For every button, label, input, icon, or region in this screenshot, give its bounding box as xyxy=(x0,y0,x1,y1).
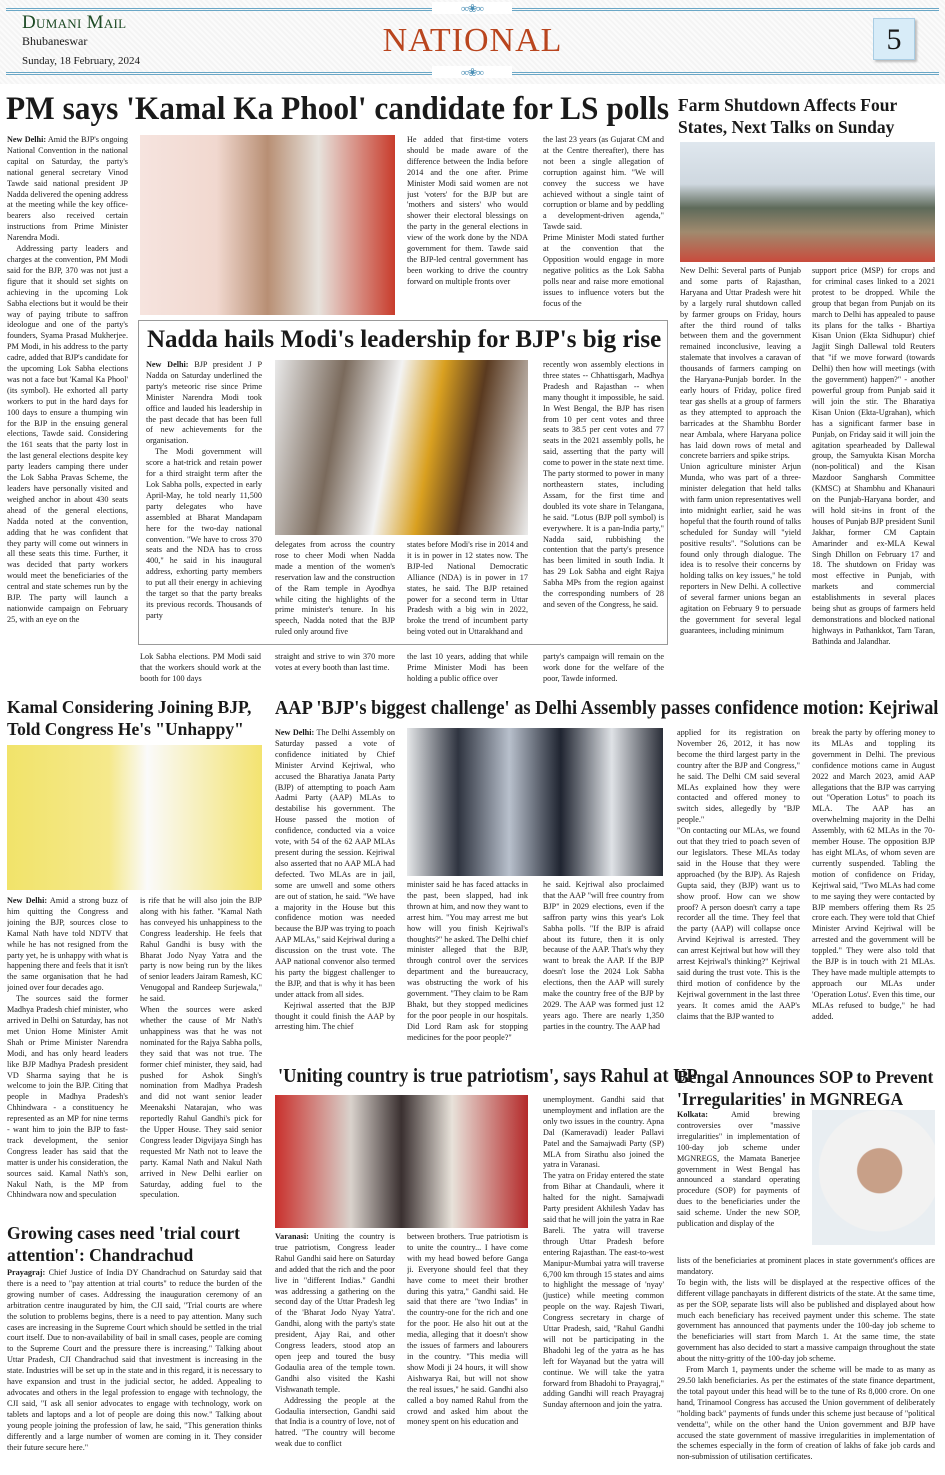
nadda-col-2: delegates from across the country rose to cheer Modi when Nadda made a mention of the women's reservation law and the construction of the Ram temple in Ayodhya while citing the highlights of the prime minister's tenure. In his speech, Nadda noted that the BJP ruled only around five xyxy=(275,540,395,637)
bengal-col-1: Kolkata: Amid brewing controversies over "massive irregularities" in implementation of 100-day job scheme under MGNREGS, the Mamata Banerjee government in West Bengal has announced a standard operating procedure (SOP) for payments of dues to the beneficiaries under the said scheme. Under the new SOP, publication and display of the xyxy=(677,1110,800,1229)
lead-cont-4: party's campaign will remain on the work done for the welfare of the poor, Tawde informed. xyxy=(543,652,664,683)
farm-col-1: New Delhi: Several parts of Punjab and some parts of Rajasthan, Haryana and Uttar Pradesh were hit by a largely rural shutdown called by farmer groups on Friday, hours after the third round of talks between them and the government remained inconclusive, leaving a stalemate that involves a caravan of thousands of farmers camping on the Haryana-Punjab border. In the early hours of Friday, police fired tear gas shells at a group of farmers as they attempted to approach the barricades at the Shambhu Border near Ambala, where Haryana police has laid down rows of metal and concrete barriers and spike strips. Union agriculture minister Arjun Munda, who was part of a three-minister delegation that held talks with farm union representatives well into midnight earlier, said he was hopeful that the fourth round of talks scheduled for Sunday will "yield positive results". "Solutions can be found only through dialogue. The idea is to resolve their concerns by holding talks on key issues," he told reporters in New Delhi. A collective of several farmer unions began an agitation on February 9 to persuade the government for several legal guarantees, including minimum xyxy=(680,266,801,635)
lead-col-1: New Delhi: Amid the BJP's ongoing National Convention in the national capital on Saturday, the party's national general secretary Vinod Tawde said national president JP Nadda delivered the opening address at the meeting while the key office-bearers also received certain instructions from Prime Minister Narendra Modi. Addressing party leaders and charges at the convention, PM Modi said for the BJP, 370 was not just a figure that it should set sights on achieving in the upcoming Lok Sabha elections but it would be their way of paying tribute to saffron ideologue and one of the party's founders, Syama Prasad Mukherjee. PM Modi, in his address to the party cadre, added that BJP's candidate for the upcoming Lok Sabha elections was not a face but 'Kamal Ka Phool' (its symbol). He exhorted all party workers to put in the hard days for 100 days to ensure a thumping win for the BJP in the ensuing general elections, Tawde said. Considering the 161 seats that the party lost in the last general elections despite key party leaders camping there under the Lok Sabha Pravas Scheme, the leaders have personally visited and weighed anchor in about 430 seats ahead of the general elections, Nadda noted at the convention, adding that he was confident that they party will come out winners in all these seats this time. Further, it was decided that party workers would meet the beneficiaries of the central and state schemes run by the BJP. The party will launch a nationwide campaign on February 25, with an eye on the xyxy=(7,135,128,624)
farm-headline: Farm Shutdown Affects Four States, Next Talks on Sunday xyxy=(678,95,897,137)
bengal-col-2: lists of the beneficiaries at prominent places in state government's offices are mandatory. To begin with, the lists will be displayed at the respective offices of the different village panchayats in different districts of the state. At the same time, as per the SOP, separate lists will also be published and displayed about how much each beneficiary has received payment under this scheme. The state government has announced that payments under the 100-day job scheme to the beneficiaries will start from March 1. At the same time, the state government has also decided to start a massive campaign throughout the state about the nitty-gritty of the 100-day job scheme. From March 1, payments under the scheme will be made to as many as 29.50 lakh beneficiaries. As per the estimates of the state finance department, the total payout under this head will be to the tune of Rs 8,000 crore. On one hand, Trinamool Congress has accused the Union government of deliberately "holding back" payments of funds under this scheme just because of "political vendetta", while on the other hand the Union government and BJP have accused the state government of massive irregularities in implementation of the schemes especially in the form of creation of lakhs of fake job cards and non-submission of utilisation certificates. xyxy=(677,1256,935,1462)
court-col-1: Prayagraj: Chief Justice of India DY Chandrachud on Saturday said that there is a need to "pay attention at trial courts" to reduce the burden of the growing number of cases. Addressing the inauguration ceremony of an arbitration centre inaugurated by him, the CJI said, "Trial courts are where the solution to problems begins, there is a need to pay attention. Many such cases are increasing in the Supreme Court which should be settled in the trial court itself. Due to non-availability of bail in small cases, people are coming to the Supreme Court and the pressure there is increasing." Talking about Uttar Pradesh, CJI Chandrachud said that investment is increasing in the state. Industries will be set up in the state and in this regard, it is necessary to have expansion and trust in the judicial sector, he added. Appealing to advocates and others in the legal profession to engage with technology, the CJI said, "I ask all senior advocates to engage with technology, work on tablets and laptops and a lot of people are doing this now." Talking about young people joining the profession of law, he said, "This generation thinks differently and a large number of women are coming in it. They consider their future secure here." xyxy=(7,1268,262,1452)
mamata-banerjee-photo xyxy=(812,1110,935,1245)
rahul-col-3: unemployment. Gandhi said that unemployment and inflation are the only two issues in the country. Apna Dal (Kameravadi) leader Pallavi Patel and the Samajwadi Party (SP) MLA from Sirathu also joined the yatra in Varanasi. The yatra on Friday entered the state from Bihar at Chandauli, where it halted for the night. Samajwadi Party president Akhilesh Yadav has said that he will join the yatra in Rae Bareli. The yatra will traverse through Uttar Pradesh before entering Rajasthan. The east-to-west Manipur-Mumbai yatra will traverse 6,700 km through 15 states and aims to highlight the message of 'nyay' (justice) while meeting common people on the way. Rajesh Tiwari, Congress secretary in charge of Uttar Pradesh, said, "Rahul Gandhi will not be participating in the Bhadohi leg of the yatra as he has left for Wayanad but the yatra will continue. We will take the yatra forward from Bhadohi to Prayagraj," adding Gandhi will reach Prayagraj Sunday afternoon and join the yatra. xyxy=(543,1095,664,1410)
court-headline: Growing cases need 'trial court attention': Chandrachud xyxy=(7,1223,240,1265)
aap-headline: AAP 'BJP's biggest challenge' as Delhi Assembly passes confidence motion: Kejriwal xyxy=(275,697,939,719)
nadda-col-4: recently won assembly elections in three states -- Chhattisgarh, Madhya Pradesh and Rajasthan -- when many thought it impossible, he said. In West Bengal, the BJP has risen from 10 per cent votes and three seats to 38.5 per cent votes and 77 seats in the 2021 assembly polls, he said, asserting that the party will come to power in the state next time. The party stormed to power in many northeastern states, including Assam, for the first time and doubled its vote share in Telangana, he said. "Lotus (BJP poll symbol) is everywhere. It is a pan-India party," Nadda said, rubbishing the contention that the party's presence has been limited in south India. It has 29 Lok Sabha and eight Rajya Sabha MPs from the region against the corresponding numbers of 28 and seven of the Congress, he said. xyxy=(543,360,664,609)
lead-cont-1: Lok Sabha elections. PM Modi said that the workers should work at the booth for 100 days xyxy=(140,652,261,683)
lead-col-3: the last 23 years (as Gujarat CM and at the Centre thereafter), there has not been a single allegation of corruption against him. "We will convey the success we have achieved without a single taint of corruption or blame and by peddling a development-driven agenda," Tawde said. Prime Minister Modi stated further at the convention that the Opposition would engage in more negative politics as the Lok Sabha polls near and raise more emotional issues to influence voters but the focus of the xyxy=(543,135,664,308)
rahul-gandhi-photo xyxy=(275,1095,528,1228)
aap-col-3: he said. Kejriwal also proclaimed that the AAP "will free country from BJP" in 2029 elections, even if the saffron party wins this year's Lok Sabha polls. "If the BJP is afraid about its future, then it is only because of the AAP. That's why they want to break the AAP. If the BJP doesn't lose the 2024 Lok Sabha elections, then the AAP will surely make the country free of the BJP by 2029. The AAP was formed just 12 years ago. There are nearly 1,350 parties in the country. The AAP had xyxy=(543,880,664,1031)
lead-headline: PM says 'Kamal Ka Phool' candidate for LS polls xyxy=(6,91,670,127)
aap-col-2: minister said he has faced attacks in the past, been slapped, had ink thrown at him, and now they want to arrest him. "You may arrest me but how will you finish Kejriwal's thoughts?" he asked. The Delhi chief minister alleged that the BJP, through control over the services department and the bureaucracy, was obstructing the work of his government. "They claim to be Ram Bhakt, but they stopped medicines for the poor people in our hospitals. Did Lord Ram ask for stopping medicines for the poor people?" xyxy=(407,880,528,1042)
lead-cont-3: the last 10 years, adding that while Prime Minister Modi has been holding a public office over xyxy=(407,652,528,683)
section-title: NATIONAL xyxy=(382,22,563,59)
kamal-col-2: is rife that he will also join the BJP along with his father. "Kamal Nath has conveyed his unhappiness to the Congress leadership. He feels that Rahul Gandhi is busy with the Bharat Jodo Nyay Yatra and the party is now being run by the likes of senior leaders Jairam Ramesh, KC Venugopal and Randeep Surjewala," he said. When the sources were asked whether the cause of Mr Nath's unhappiness was that he was not nominated for the Rajya Sabha polls, they said that was not true. The former chief minister, they said, had pushed for Ashok Singh's nomination from Madhya Pradesh and did not want senior leader Meenakshi Natarajan, who was reportedly Rahul Gandhi's pick for the Upper House. They said senior Congress leader Digvijaya Singh has requested Mr Nath not to leave the party. Kamal Nath and Nakul Nath arrived in New Delhi earlier on Saturday, adding fuel to the speculation. xyxy=(140,896,262,1200)
farm-col-2: support price (MSP) for crops and for criminal cases linked to a 2021 protest to be dropped. While the group that began from Punjab on its march to Delhi has appealed to pause its plans for the talks - Bhartiya Kisan Union (Ekta Sidhupur) chief Jagjit Singh Dallewal told Reuters that "if we move forward (towards Delhi) then how will meetings (with the government) happen?" - another powerful group from Punjab said it will join the stir. The Bharatiya Kisan Union (Ekta-Ugrahan), which has a significant farmer base in Punjab, on Friday said it will join the agitation spearheaded by Dallewal group, the Samyukta Kisan Morcha (non-political) and the Kisan Mazdoor Sangharsh Committee (KMSC) at Shambhu and Khanauri on the Punjab-Haryana border, and will hold sit-ins in front of the houses of Punjab BJP president Sunil Jakhar, former CM Captain Amarinder and ex-MLA Kewal Singh Dhillon on February 17 and 18. The shutdown on Friday was most effective in Punjab, with markets and commercial establishments in several places being shut as groups of farmers held demonstrations and blocked national highways in Pathankkot, Tarn Taran, Bathinda and Jalandhar. xyxy=(812,266,935,646)
ornament-icon: ∞❀∞ xyxy=(432,2,512,14)
newspaper-name: Dumani Mail xyxy=(22,12,127,33)
farmers-protest-photo xyxy=(680,142,935,262)
rahul-col-2: between brothers. True patriotism is to unite the country... I have come with my head bowed before Ganga ji. Everyone should feel that they have come to meet their brother during this yatra," Gandhi said. He said that there are "two Indias" in the country-one for the rich and one for the poor. He also hit out at the media, alleging that it doesn't show the issues of farmers and labourers in the country. "This media will show Modi ji 24 hours, it will show Aishwarya Rai, but will not show the real issues," he said. Gandhi also called a boy named Rahul from the crowd and asked him about the money spent on his education and xyxy=(407,1232,528,1427)
kamal-nath-photo xyxy=(7,745,262,890)
modi-photo xyxy=(140,135,395,315)
edition-city: Bhubaneswar xyxy=(22,34,88,48)
lead-col-2: He added that first-time voters should be made aware of the difference between the India before 2014 and the one after. Prime Minister Modi said women are not just 'voters' for the BJP but are 'mothers and sisters' who would shower their electoral blessings on the party in the general elections in view of the work done by the NDA government for them. Tawde said the BJP-led central government has been working to drive the country forward on multiple fronts over xyxy=(407,135,528,286)
modi-nadda-photo xyxy=(275,360,528,535)
nadda-headline: Nadda hails Modi's leadership for BJP's big rise xyxy=(147,326,662,353)
lead-cont-2: straight and strive to win 370 more votes at every booth than last time. xyxy=(275,652,395,672)
aap-col-5: break the party by offering money to its MLAs and toppling its government in Delhi. The previous confidence motions came in August 2022 and March 2023, amid AAP allegations that the BJP was carrying out "Operation Lotus" to poach its MLA. The AAP has an overwhelming majority in the Delhi Assembly, with 62 MLAs in the 70-member House. The opposition BJP has eight MLAs, of whom seven are currently suspended. Tabling the motion of confidence on Friday, Kejriwal said, "Two MLAs had come to me saying they were contacted by BJP members offering them Rs 25 crore each. They were told that Chief Minister Arvind Kejriwal will be arrested and the government will be toppled." They were also told that the BJP is in touch with 21 MLAs. They have made multiple attempts to approach our MLAs under 'Operation Lotus'. Even this time, our MLAs refused to budge," he had added. xyxy=(812,728,935,1021)
kamal-headline: Kamal Considering Joining BJP, Told Congress He's "Unhappy" xyxy=(7,697,252,739)
aap-col-1: New Delhi: The Delhi Assembly on Saturday passed a vote of confidence initiated by Chief Minister Arvind Kejriwal, who accused the Bharatiya Janata Party (BJP) of attempting to poach Aam Aadmi Party (AAP) MLAs to destabilise his government. The House passed the motion of confidence, conducted via a voice vote, with 54 of the 62 AAP MLAs present during the session. Kejriwal also asserted that no AAP MLA had defected. Two MLAs are in jail, some are unwell and some others are out of station, he said. "We have a majority in the House but this confidence motion was needed because the BJP was trying to poach AAP MLAs," said Kejriwal during a discussion on the trust vote. The AAP national convenor also termed his party the biggest challenger to the BJP, and that is why it has been under attack from all sides. Kejriwal asserted that the BJP thought it could finish the AAP by arresting him. The chief xyxy=(275,728,395,1032)
edition-date: Sunday, 18 February, 2024 xyxy=(22,55,141,67)
nadda-col-3: states before Modi's rise in 2014 and it is in power in 12 states now. The BJP-led National Democratic Alliance (NDA) is in power in 17 states, he said. The BJP retained power for a second term in Uttar Pradesh with a big win in 2022, broke the trend of incumbent party being voted out in Uttarakhand and xyxy=(407,540,528,637)
rahul-col-1: Varanasi: Uniting the country is true patriotism, Congress leader Rahul Gandhi said here on Saturday and added that the rich and the poor live in "different Indias." Gandhi was addressing a gathering on the second day of the Uttar Pradesh leg of the 'Bharat Jodo Nyay Yatra'. Gandhi, along with the party's state president, Ajay Rai, and other Congress leaders, stood atop an open jeep and toured the busy Godaulia area of the temple town. Gandhi also visited the Kashi Vishwanath temple. Addressing the people at the Godaulia intersection, Gandhi said that India is a country of love, not of hatred. "The country will become weak due to conflict xyxy=(275,1232,395,1449)
ornament-icon: ∞❀∞ xyxy=(432,66,512,78)
nadda-col-1: New Delhi: BJP president J P Nadda on Saturday underlined the party's meteoric rise since Prime Minister Narendra Modi took office and lauded his leadership in the past decade that has been full of new achievements for the organisation. The Modi government will score a hat-trick and retain power for a third straight term after the Lok Sabha polls, expected in early April-May, he told nearly 11,500 party delegates who have assembled at Bharat Mandapam here for the two-day national convention. "We have to cross 370 seats and the NDA has to cross 400," he said in his inaugural address, exhorting party members to put all their energy in achieving the target so that the party breaks its previous records. Thousands of party xyxy=(146,360,262,620)
masthead xyxy=(0,0,945,84)
kamal-col-1: New Delhi: Amid a strong buzz of him quitting the Congress and joining the BJP, sources close to Kamal Nath have told NDTV that while he has not resigned from the party yet, he is unhappy with what is happening there and feels that it isn't the same organisation that he had joined over four decades ago. The sources said the former Madhya Pradesh chief minister, who arrived in Delhi on Saturday, has not met Union Home Minister Amit Shah or Prime Minister Narendra Modi, and has only heard leaders like BJP Madhya Pradesh president VD Sharma saying that he is welcome to join the BJP. Citing that people in Madhya Pradesh's Chhindwara - a constituency he represented as an MP for nine terms - want him to join the BJP to fast-track development, the senior Congress leader has said that the matter is under his consideration, the sources said. Kamal Nath's son, Nakul Nath, is the MP from Chhindwara now and speculation xyxy=(7,896,128,1200)
aap-col-4: applied for its registration on November 26, 2012, it has now become the third largest party in the country after the BJP and Congress," he said. The Delhi CM said several MLAs explained how they were contacted and offered money to switch sides, allegedly by "BJP people." "On contacting our MLAs, we found out that they tried to poach seven of our legislators. These MLAs today said in the House that they were approached (by the BJP). As Rajesh Gupta said, they (BJP) want us to show proof. How can we show proof? A person doesn't carry a tape recorder all the time. They feel that the party (AAP) will collapse once Arvind Kejriwal is arrested. They can arrest Kejriwal but how will they arrest Kejriwal's thinking?" Kejriwal said during the trust vote. This is the third motion of confidence by the Kejriwal government in the last three years. It comes amid the AAP's claims that the BJP wanted to xyxy=(677,728,800,1021)
bengal-headline: Bengal Announces SOP to Prevent 'Irregularities' in MGNREGA xyxy=(677,1067,934,1109)
rahul-headline: 'Uniting country is true patriotism', says Rahul at UP xyxy=(278,1065,698,1087)
kejriwal-photo xyxy=(407,728,663,876)
page-number: 5 xyxy=(873,18,915,60)
